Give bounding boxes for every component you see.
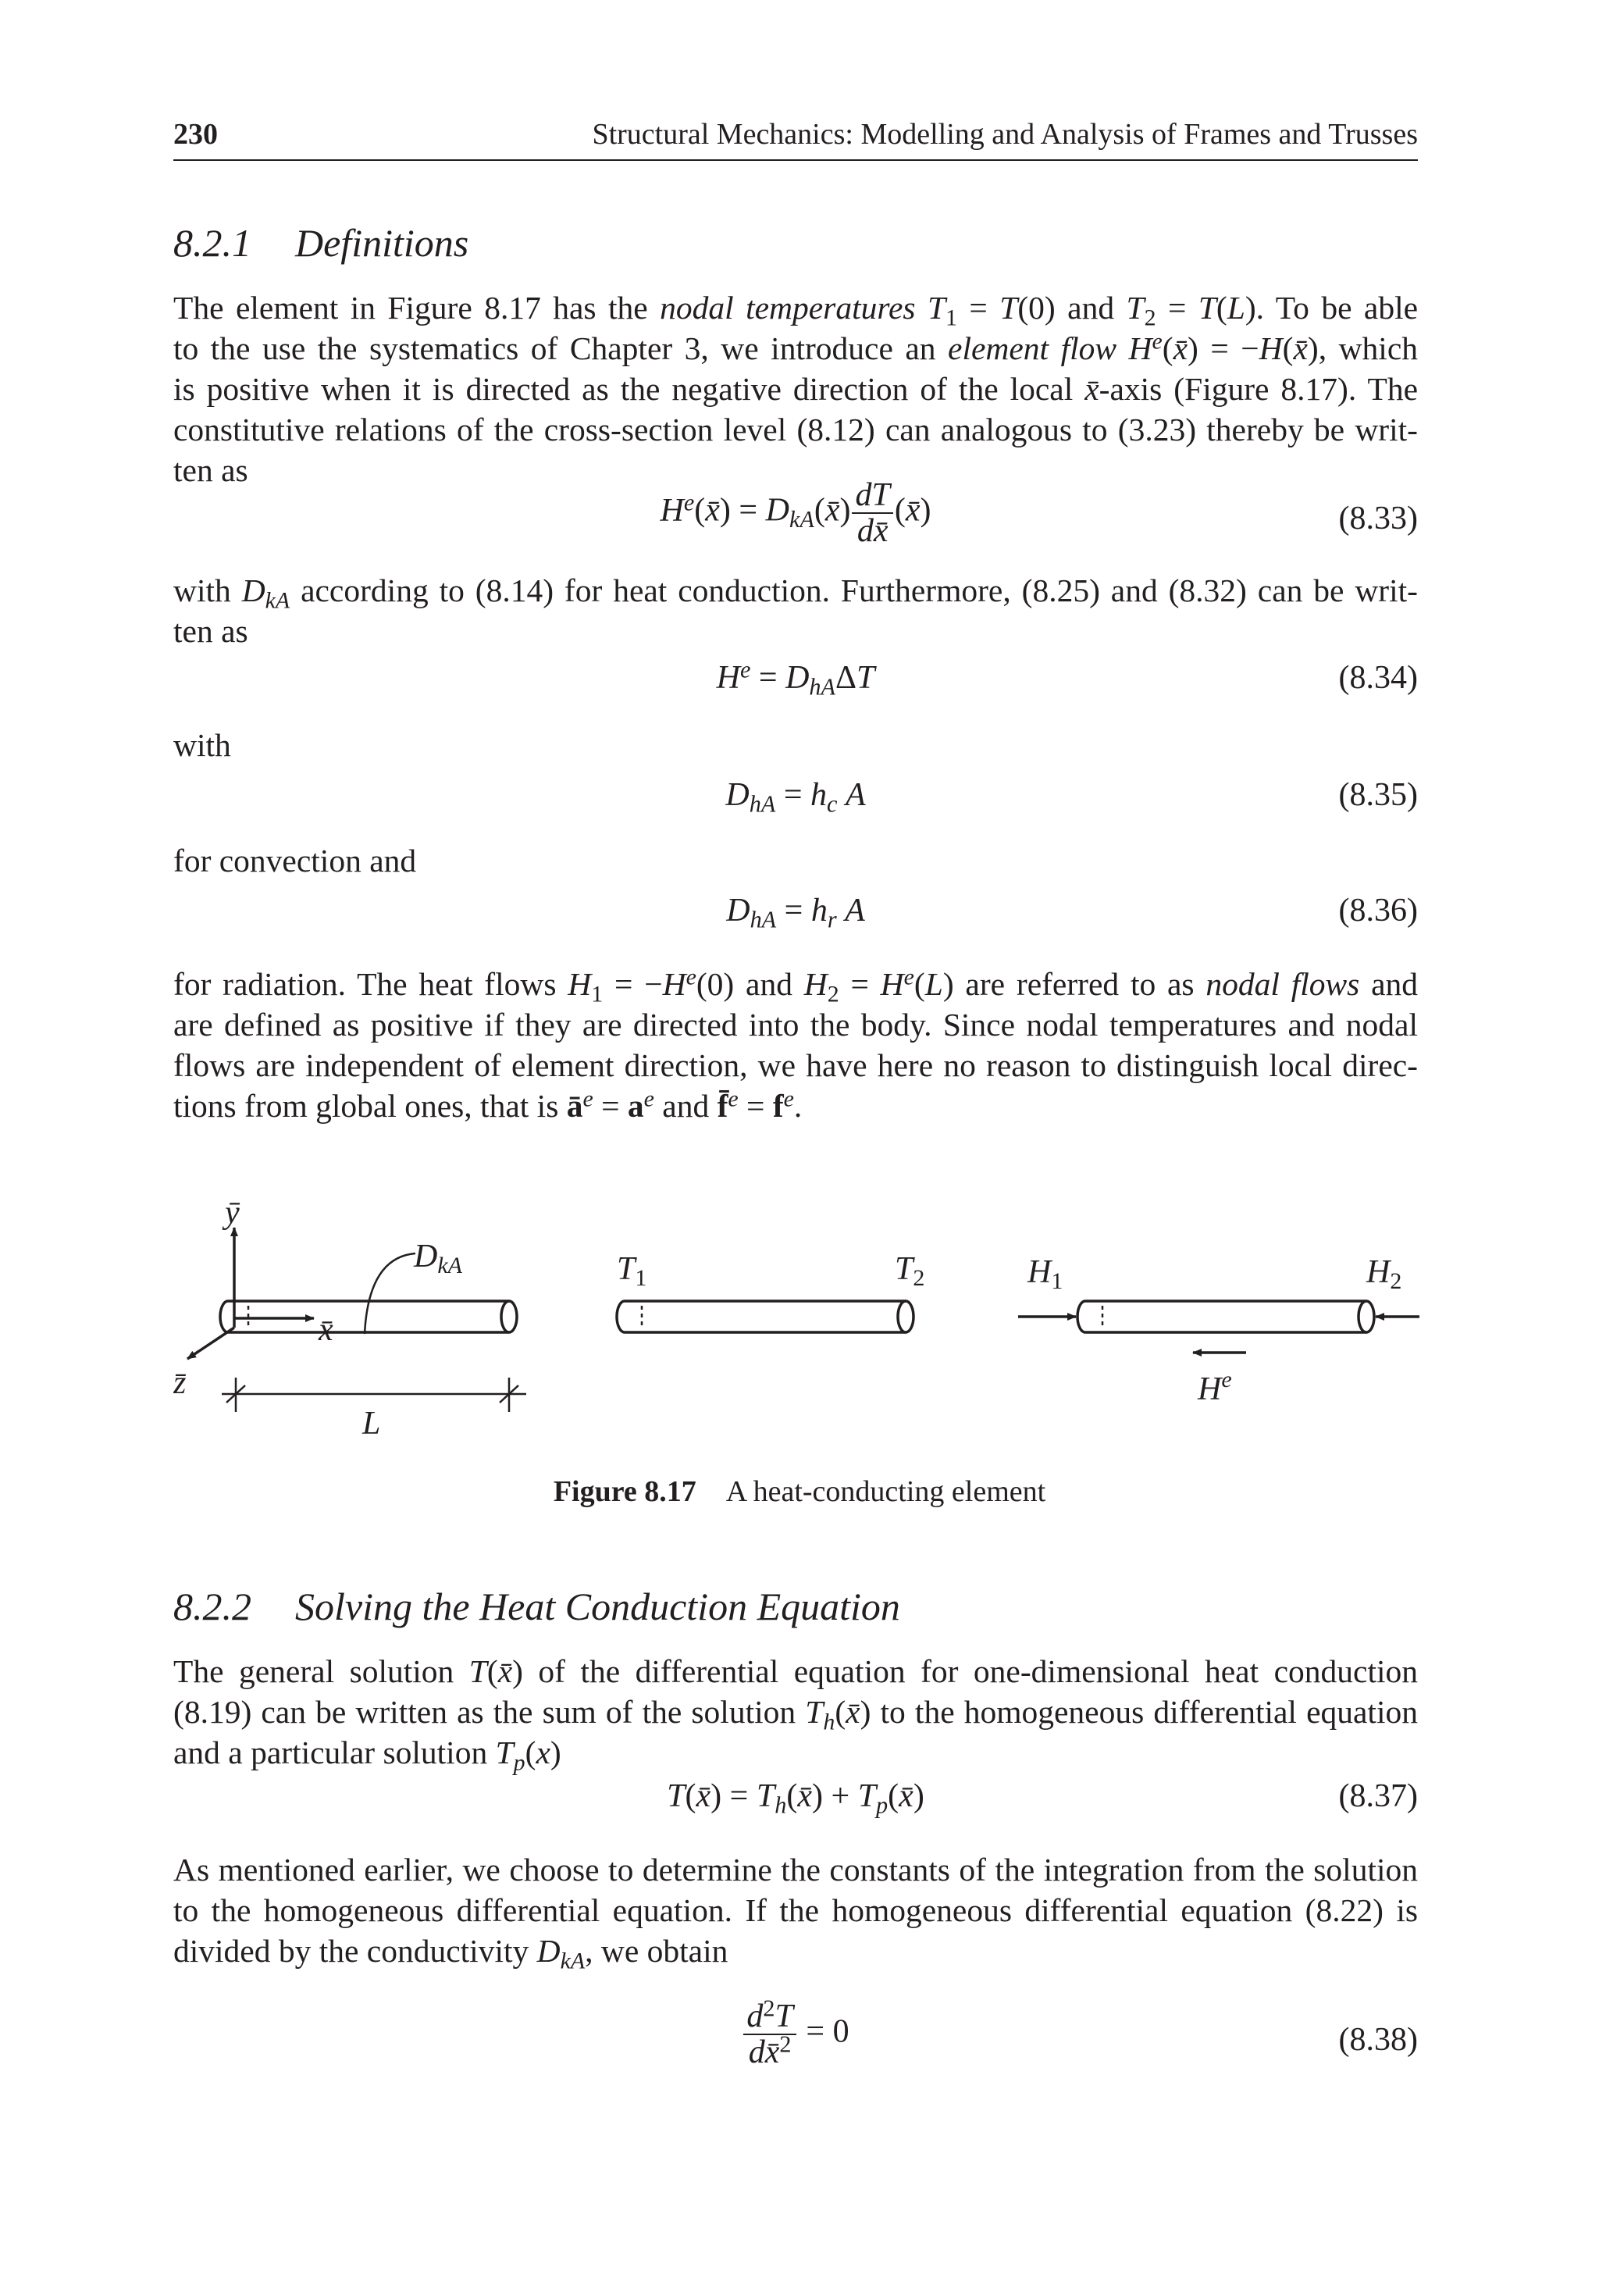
conductivity-leader [365,1253,415,1334]
figure-caption [0,1474,1599,1509]
section-title: Definitions [295,221,469,265]
x-axis-label: x̄ [319,1312,333,1348]
y-axis-label: ȳ [225,1195,240,1231]
page-header [173,114,1418,161]
h1-label: H1 [1027,1254,1063,1294]
paragraph-conduction: with $D_{kA}$ according to (8.14) for heat conduction. Furthermore, (8.25) and (8.32) can be writ- ten as [173,572,1418,649]
equation-number: (8.38) [1338,2022,1418,2058]
equation-8-35: $D_{hA} = h_c$ A (8.35) [725,777,1418,818]
length-label: L [362,1406,381,1442]
section-title: Solving the Heat Conduction Equation [295,1585,900,1628]
section-heading-solving [173,1584,900,1629]
rod-left-end [220,1301,228,1332]
equation-number: (8.37) [1338,1778,1418,1814]
equation-8-37: T(x̄) = $T_h(x̄)$ + $T_p(x̄)$ (8.37) [667,1778,1418,1819]
equation-number: (8.33) [1338,501,1418,537]
section-heading-definitions [173,220,468,266]
page-number: 230 [173,118,218,151]
paragraph-general-solution: The general solution T(x̄) of the differential equation for one-dimensional heat conduction (8.19) can be written as the sum of the solution $T_h(x̄)$ to the homogeneous differential equation and a particular solution $T_p(x)$ [173,1653,1418,1776]
rod-right-end [501,1301,517,1332]
equation-8-34: $H^e = D_{hA}\Delta T$ (8.34) [716,656,1418,701]
equation-8-33: $H^e(x̄)$ = $D_{kA}(x̄)$ $\frac{dT}{dx̄}$ (x̄) (8.33) [660,477,1418,549]
element-flows [1018,1301,1419,1353]
t2-label: T2 [895,1251,925,1291]
equation-number: (8.36) [1338,893,1418,929]
figure-svg [173,1195,1423,1453]
z-axis-label: z̄ [173,1365,187,1401]
paragraph-definitions: The element in Figure 8.17 has the nodal temperatures $T_1 = T(0)$ and $T_2 = T(L)$. To be able to the use the systematics of Chapter 3, we introduce an element flow $H^e(x̄)$ = −H(x̄), which is positive when it is directed as the negative direction of the local x̄-axis (Figure 8.17). The constitutive relations of the cross-section level (8.12) can analogous to (3.23) thereby be writ- ten as [173,290,1419,488]
equation-8-36: $D_{hA} = h_r$ A (8.36) [726,893,1418,933]
element-local-axes [187,1228,526,1412]
section-number: 8.2.1 [173,221,251,265]
h2-label: H2 [1366,1254,1402,1294]
figure-caption-text: A heat-conducting element [725,1475,1046,1508]
text-with: with [173,727,231,763]
paragraph-homogeneous: As mentioned earlier, we choose to determine the constants of the integration from the solution to the homogeneous differential equation. If the homogeneous differential equation (8.22) is divided by the conductivity $D_{kA}$, we obtain [173,1852,1418,1974]
equation-number: (8.34) [1338,660,1418,696]
figure-caption-label: Figure 8.17 [553,1475,696,1508]
section-number: 8.2.2 [173,1585,251,1628]
equation-number: (8.35) [1338,777,1418,813]
paragraph-radiation: for radiation. The heat flows $H_1 = -H^e(0)$ and $H_2 = H^e(L)$ are referred to as nodal flows and are defined as positive if they are directed into the body. Since nodal temperatures and nodal flows are independent of element direction, we have here no reason to distinguish local direc- tions from global ones, that is $ā^e = a^e$ and f̄$^e$ = $f^e$. [173,964,1419,1124]
figure-heat-conducting-element [173,1195,1423,1453]
running-title: Structural Mechanics: Modelling and Analysis of Frames and Trusses [592,118,1418,151]
t1-label: T1 [617,1251,647,1291]
text-for-convection: for convection and [173,843,417,879]
he-label: $H^e$ [1198,1367,1232,1407]
equation-8-38: $\frac{d^2T}{dx̄^2}$ = 0 (8.38) [173,2007,1418,2062]
element-temperatures [617,1301,913,1332]
conductivity-label: DkA [414,1239,462,1278]
